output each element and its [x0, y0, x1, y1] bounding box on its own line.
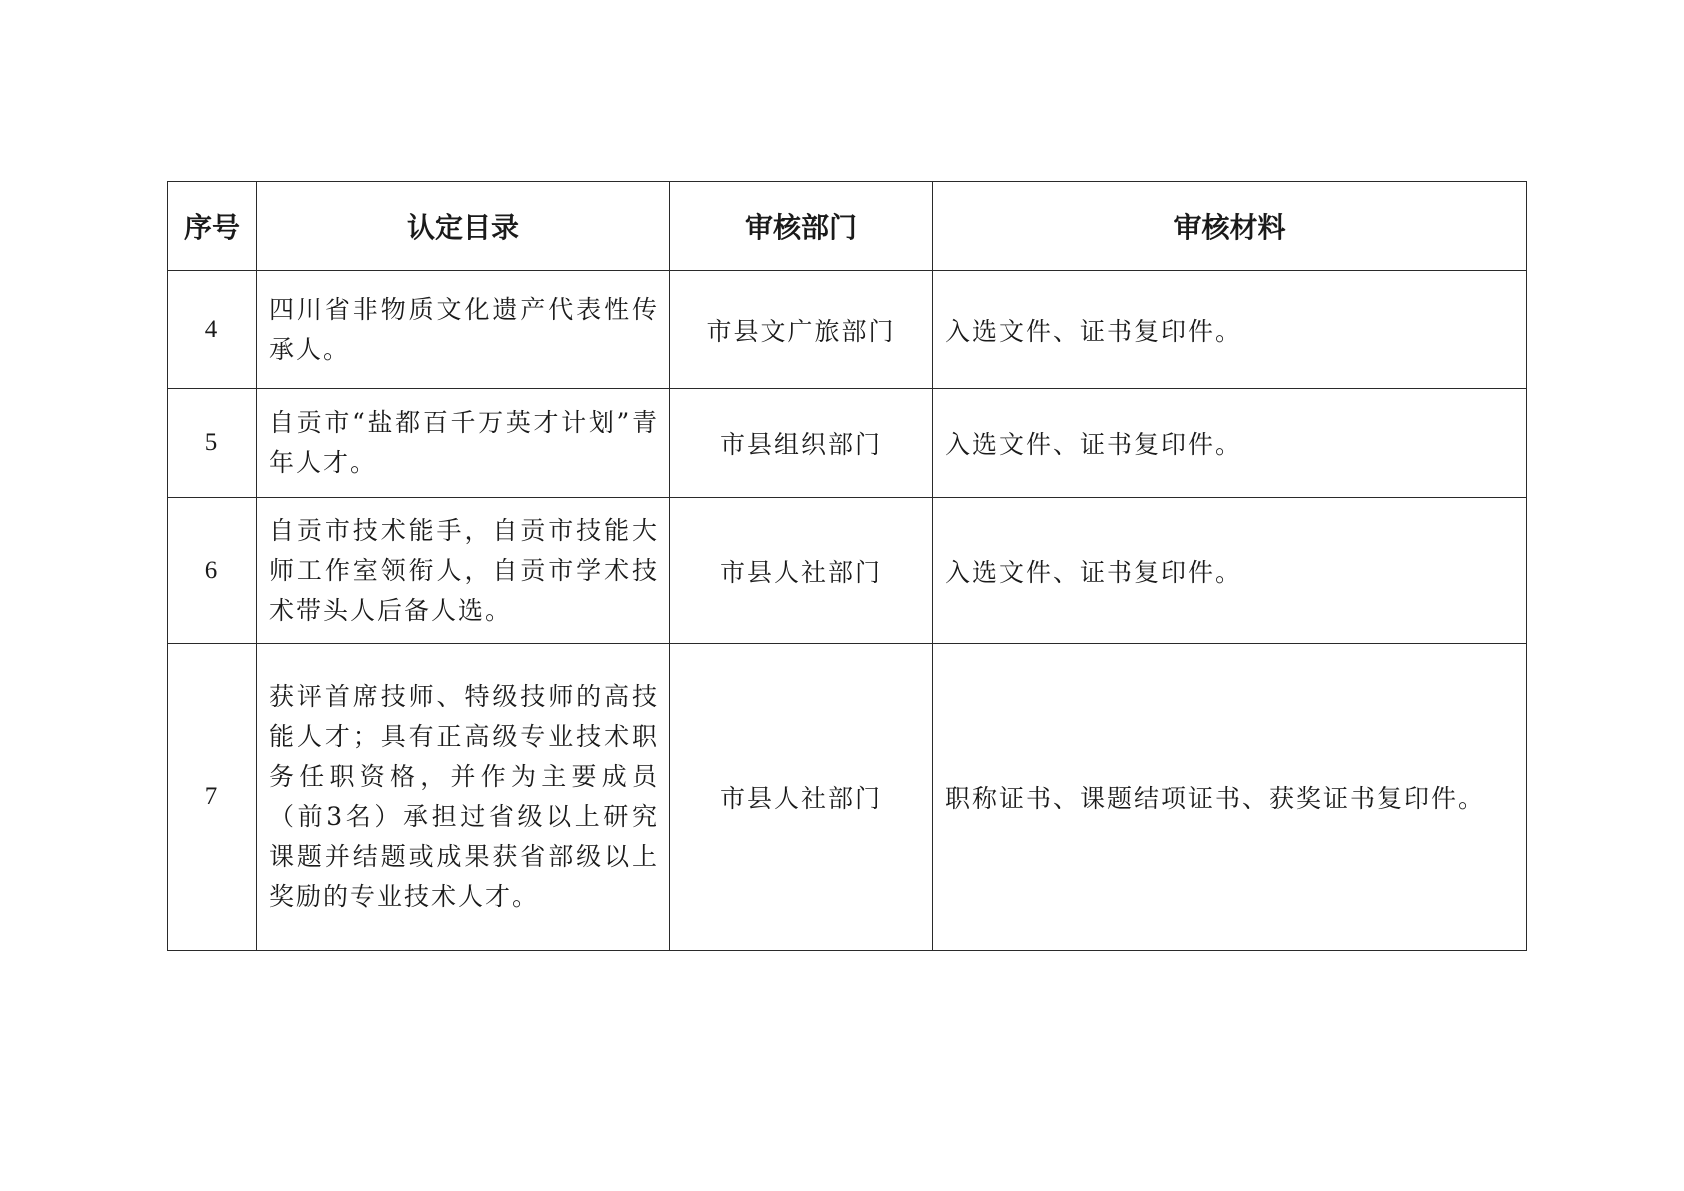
row-dept: 市县文广旅部门: [670, 271, 933, 389]
header-no: 序号: [168, 182, 257, 271]
table-row: [168, 271, 1527, 389]
row-number: 4: [168, 271, 257, 389]
row-item: 四川省非物质文化遗产代表性传承人。: [257, 271, 670, 389]
row-materials: 入选文件、证书复印件。: [933, 389, 1527, 498]
row-dept: 市县组织部门: [670, 389, 933, 498]
header-materials: 审核材料: [933, 182, 1527, 271]
row-materials: 入选文件、证书复印件。: [933, 271, 1527, 389]
row-item: 获评首席技师、特级技师的高技能人才；具有正高级专业技术职务任职资格，并作为主要成员（前3名）承担过省级以上研究课题并结题或成果获省部级以上奖励的专业技术人才。: [257, 644, 670, 951]
header-row: [168, 182, 1527, 271]
row-item: 自贡市“盐都百千万英才计划”青年人才。: [257, 389, 670, 498]
header-item: 认定目录: [257, 182, 670, 271]
row-dept: 市县人社部门: [670, 644, 933, 951]
table-header: [168, 182, 1527, 271]
table-row: [168, 644, 1527, 951]
row-materials: 入选文件、证书复印件。: [933, 498, 1527, 644]
row-number: 6: [168, 498, 257, 644]
header-dept: 审核部门: [670, 182, 933, 271]
table-row: [168, 389, 1527, 498]
certification-table: [167, 181, 1527, 951]
row-item: 自贡市技术能手，自贡市技能大师工作室领衔人，自贡市学术技术带头人后备人选。: [257, 498, 670, 644]
row-number: 7: [168, 644, 257, 951]
table-body: [168, 271, 1527, 951]
row-dept: 市县人社部门: [670, 498, 933, 644]
table-row: [168, 498, 1527, 644]
row-number: 5: [168, 389, 257, 498]
row-materials: 职称证书、课题结项证书、获奖证书复印件。: [933, 644, 1527, 951]
